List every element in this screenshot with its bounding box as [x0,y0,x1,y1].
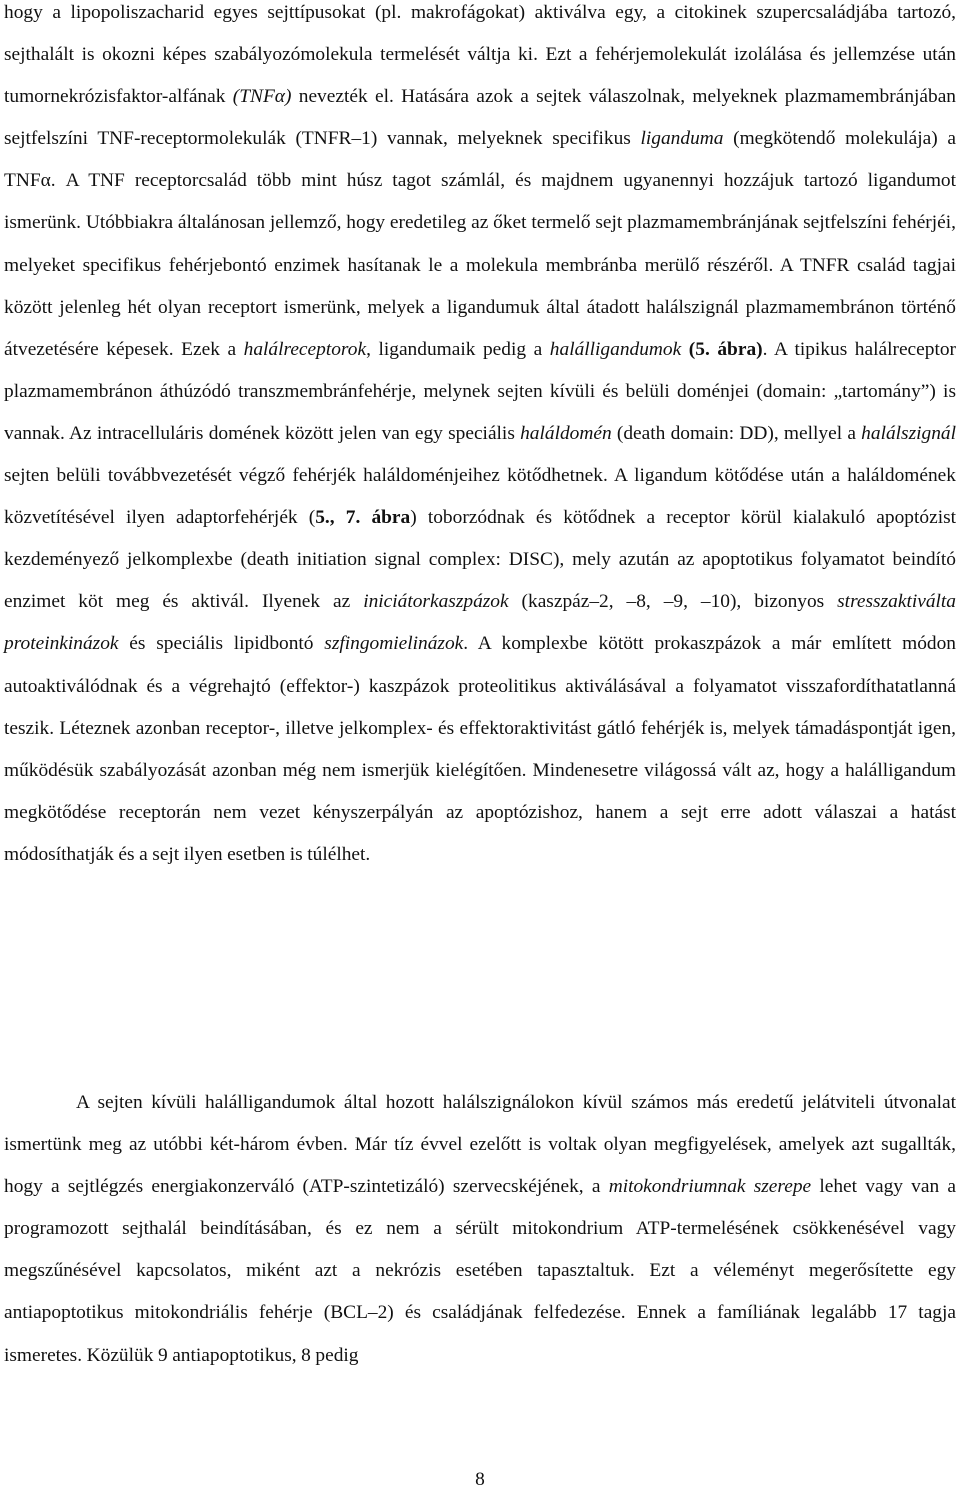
text-run: hogy a lipopoliszacharid egyes sejttípusokat (pl. makrofágokat) aktiválva egy, a citokinek szupercsaládjába tartozó, sejthalált is okozni képes szabályozómolekula termelését váltja ki. Ezt a fehérjemolekulát izolálása és jellemzése után tumornekrózisfaktor-alfának [4,2,956,108]
italic-term-szfingomielinazok: szfingomielinázok [324,633,464,655]
text-run: és speciális lipidbontó [118,633,325,655]
italic-term-stresszaktivalta-proteinkinazok: stresszaktiválta proteinkinázok [4,591,956,655]
text-run: nevezték el. Hatására azok a sejtek válaszolnak, melyeknek plazmamembránjában sejtfelszíni TNF-receptormolekulák (TNFR–1) vannak, melyeknek specifikus [4,86,957,150]
text-run: lehet vagy van a programozott sejthalál beindításában, és ez nem a sérült mitokondrium ATP-termelésének csökkenésével vagy megszűnésével kapcsolatos, miként azt a nekrózis esetében tapasztaltuk. Ezt a véleményt megerősítette egy antiapoptotikus mitokondriális fehérje (BCL–2) és családjának felfedezése. Ennek a famíliának legalább 17 tagja ismeretes. Közülük 9 antiapoptotikus, 8 pedig [4,1176,957,1366]
body-paragraph-2 [4,1082,956,1377]
text-run: (death domain: DD), mellyel a [611,422,862,444]
figure-reference-5-7: 5., 7. ábra [315,507,411,529]
text-run: (kaszpáz–2, –8, –9, –10), bizonyos [508,591,838,613]
italic-term-iniciatorkaszpazok: iniciátorkaszpázok [363,591,509,613]
text-run: , ligandumaik pedig a [366,338,550,360]
italic-term-mitokondrium-szerepe: mitokondriumnak szerepe [608,1176,812,1198]
italic-term-halalreceptorok: halálreceptorok [243,338,367,360]
text-run: . A tipikus halálreceptor plazmamembránon áthúzódó transzmembránfehérje, melynek sejten kívüli és belüli doménjei (domain: „tartomány”) is vannak. Az intracelluláris domének között jelen van egy speciális [4,338,956,444]
text-run: ) toborzódnak és kötődnek a receptor körül kialakuló apoptózist kezdeményező jelkomplexbe (death initiation signal complex: DISC), mely azután az apoptotikus folyamatot beindító enzimet köt meg és aktivál. Ilyenek az [4,507,957,613]
italic-term-tnf-alpha: (TNFα) [232,86,292,108]
figure-reference-5: 5. ábra) [695,338,763,360]
italic-term-haldomen: haláldomén [520,422,612,444]
italic-term-halalligandumok: halálligandumok [549,338,682,360]
text-run: sejten belüli továbbvezetését végző fehérjék haláldoménjeihez kötődhetnek. A ligandum kötődése után a haláldomének közvetítésével ilyen adaptorfehérjék ( [4,465,956,529]
page-number: 8 [475,1469,485,1490]
text-run: (megkötendő molekulája) a TNFα. A TNF receptorcsalád több mint húsz tagot számlál, és majdnem ugyanennyi hozzájuk tartozó ligandumot ismerünk. Utóbbiakra általánosan jellemző, hogy eredetileg az őket termelő sejt plazmamembránjának sejtfelszíni fehérjéi, melyeket specifikus fehérjebontó enzimek hasítanak le a molekula membránba merülő részéről. A TNFR család tagjai között jelenleg hét olyan receptort ismerünk, melyek a ligandumuk által átadott halálszignál plazmamembránon történő átvezetésére képesek. Ezek a [4,128,956,360]
italic-term-liganduma: liganduma [640,128,724,150]
body-paragraph-1 [4,0,956,876]
text-run: . A komplexbe kötött prokaszpázok a már említett módon autoaktiválódnak és a végrehajtó (effektor-) kaszpázok proteolitikus aktiválásával a folyamatot visszafordíthatatlanná teszik. Léteznek azonban receptor-, illetve jelkomplex- és effektoraktivitást gátló fehérjék is, melyek támadáspontját igen, működésük szabályozását azonban még nem ismerjük kielégítően. Mindenesetre világossá vált az, hogy a halálligandum megkötődése receptorán nem vezet kényszerpályán az apoptózishoz, hanem a sejt erre adott válaszai a hatást módosíthatják és a sejt ilyen esetben is túlélhet. [4,633,957,865]
text-run-bold: ( [681,338,696,360]
italic-term-halalszignal: halálszignál [861,422,956,444]
text-run: A sejten kívüli halálligandumok által hozott halálszignálokon kívül számos más eredetű jelátviteli útvonalat ismertünk meg az utóbbi két-három évben. Már tíz évvel ezelőtt is voltak olyan megfigyelések, amelyek azt sugallták, hogy a sejtlégzés energiakonzerváló (ATP-szintetizáló) szervecskéjének, a [4,1092,956,1198]
